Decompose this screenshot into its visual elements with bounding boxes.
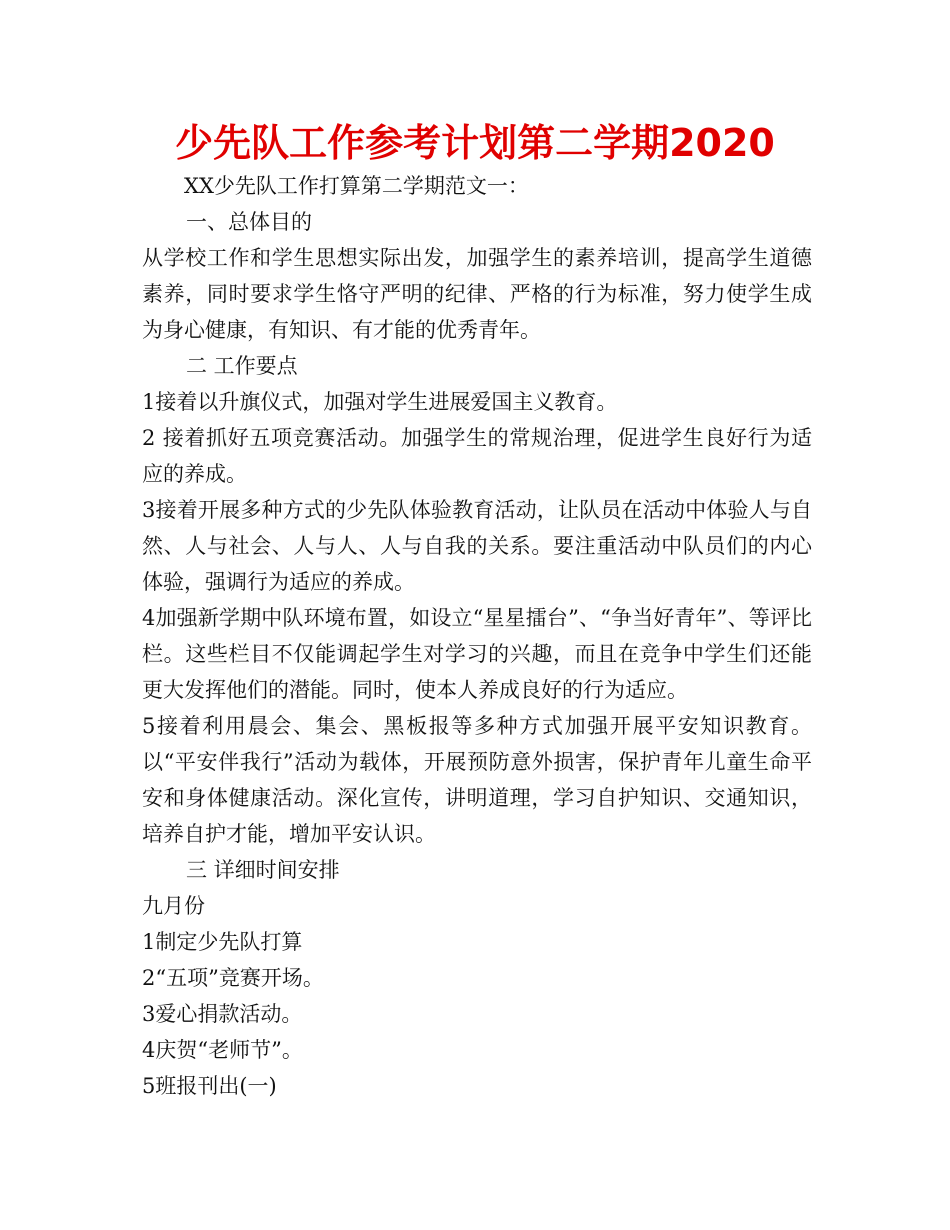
section-heading-3: 三 详细时间安排 (186, 858, 340, 882)
list-item: 2“五项”竞赛开场。 (142, 966, 324, 990)
list-item: 2 接着抓好五项竞赛活动。加强学生的常规治理，促进学生良好行为适应的养成。 (142, 426, 812, 486)
month-label: 九月份 (142, 894, 205, 918)
paragraph-1: 从学校工作和学生思想实际出发，加强学生的素养培训，提高学生道德素养，同时要求学生恪守严明的纪律、严格的行为标准，努力使学生成为身心健康，有知识、有才能的优秀青年。 (142, 246, 812, 342)
section-heading-1: 一、总体目的 (186, 210, 312, 234)
section-heading-2: 二 工作要点 (186, 354, 298, 378)
list-item: 1接着以升旗仪式，加强对学生进展爱国主义教育。 (142, 390, 618, 414)
list-item: 4加强新学期中队环境布置，如设立“星星擂台”、“争当好青年”、等评比栏。这些栏目不仅能调起学生对学习的兴趣，而且在竞争中学生们还能更大发挥他们的潜能。同时，使本人养成良好的行为适应。 (142, 606, 812, 702)
list-item: 3接着开展多种方式的少先队体验教育活动，让队员在活动中体验人与自然、人与社会、人与人、人与自我的关系。要注重活动中队员们的内心体验，强调行为适应的养成。 (142, 498, 812, 594)
list-item: 4庆贺“老师节”。 (142, 1038, 303, 1062)
document-body (142, 168, 812, 1104)
list-item: 5接着利用晨会、集会、黑板报等多种方式加强开展平安知识教育。以“平安伴我行”活动为载体，开展预防意外损害，保护青年儿童生命平安和身体健康活动。深化宣传，讲明道理，学习自护知识、交通知识，培养自护才能，增加平安认识。 (142, 714, 812, 846)
subtitle: XX少先队工作打算第二学期范文一： (184, 174, 529, 198)
document-title: 少先队工作参考计划第二学期2020 (175, 121, 775, 165)
list-item: 3爱心捐款活动。 (142, 1002, 303, 1026)
list-item: 5班报刊出(一) (142, 1074, 277, 1098)
list-item: 1制定少先队打算 (142, 930, 303, 954)
